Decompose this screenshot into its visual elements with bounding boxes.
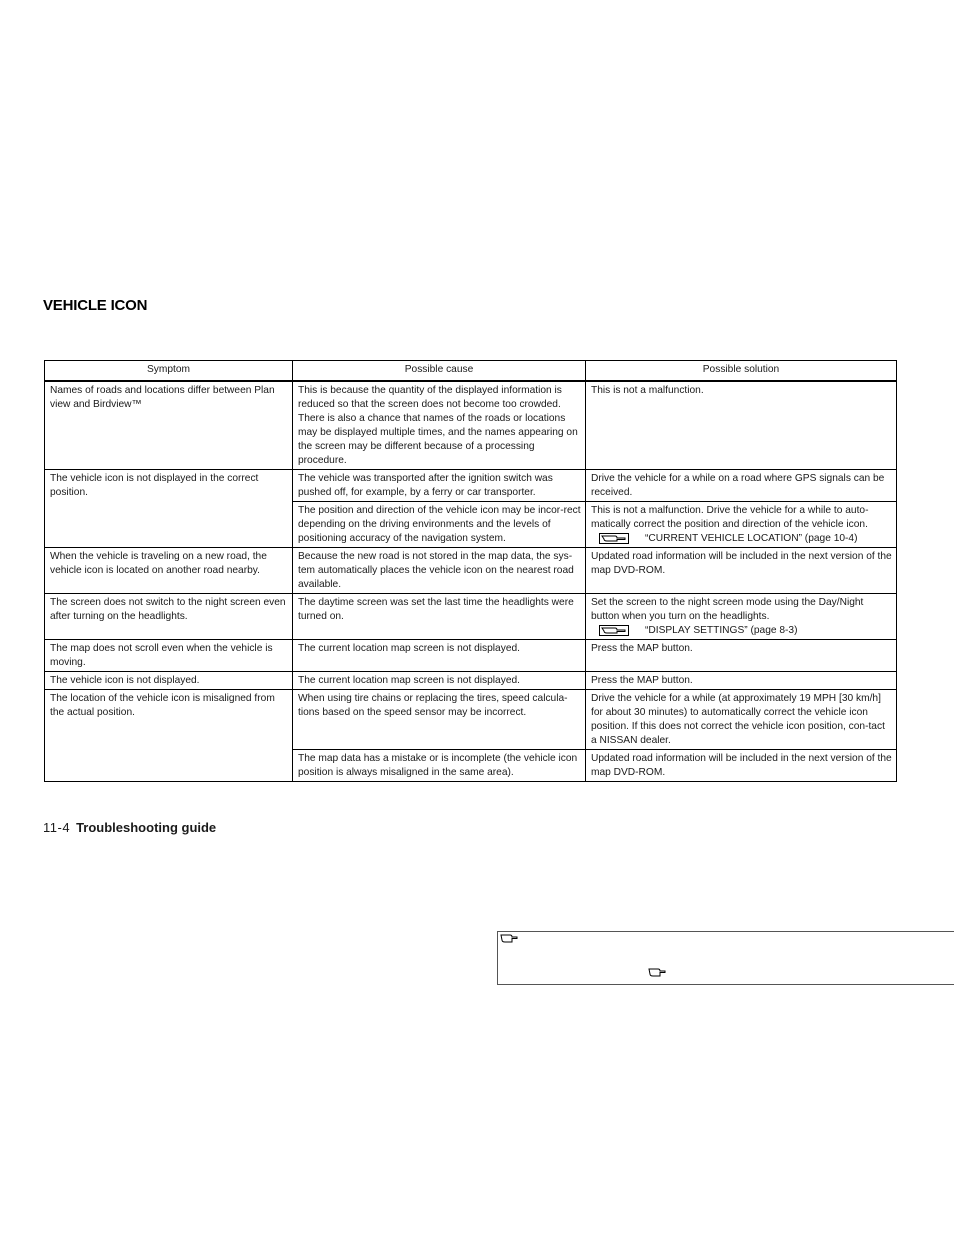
solution-text: Set the screen to the night screen mode using the Day/Night button when you turn on the headlights. [591,597,864,622]
pointing-hand-icon [599,625,629,636]
table-row [45,470,897,502]
page-footer [43,820,216,835]
cause-cell: The position and direction of the vehicle icon may be incor-rect depending on the driving environments and the levels of positioning accuracy of the navigation system. [293,502,586,548]
reference-box [497,931,954,985]
symptom-cell: Names of roads and locations differ between Plan view and Birdview™ [45,381,293,470]
symptom-cell: The location of the vehicle icon is misaligned from the actual position. [45,690,293,782]
header-cause: Possible cause [293,361,586,382]
cause-cell: The map data has a mistake or is incomplete (the vehicle icon position is always misaligned in the same area). [293,750,586,782]
solution-text: This is not a malfunction. Drive the vehicle for a while to auto-matically correct the position and direction of the vehicle icon. [591,505,869,530]
cause-cell: The current location map screen is not displayed. [293,640,586,672]
table-row [45,672,897,690]
table-row [45,690,897,750]
symptom-cell: The vehicle icon is not displayed in the correct position. [45,470,293,548]
page-number: 11-4 [43,820,71,835]
cause-cell: When using tire chains or replacing the tires, speed calcula-tions based on the speed sensor may be incorrect. [293,690,586,750]
header-symptom: Symptom [45,361,293,382]
pointing-hand-icon [599,533,629,544]
solution-cell [586,594,897,640]
header-solution: Possible solution [586,361,897,382]
page-reference [591,624,892,638]
table-row [45,640,897,672]
solution-cell: This is not a malfunction. [586,381,897,470]
solution-cell: Updated road information will be included in the next version of the map DVD-ROM. [586,548,897,594]
page-reference-text: “DISPLAY SETTINGS” (page 8-3) [645,625,798,636]
solution-cell: Press the MAP button. [586,672,897,690]
cause-cell: Because the new road is not stored in the map data, the sys-tem automatically places the vehicle icon on the nearest road available. [293,548,586,594]
section-title: VEHICLE ICON [43,297,148,314]
table-row [45,594,897,640]
chapter-title: Troubleshooting guide [76,820,217,835]
page-reference-text: “CURRENT VEHICLE LOCATION” (page 10-4) [645,533,858,544]
pointing-hand-icon [500,933,518,945]
table-header-row [45,361,897,382]
cause-cell: The vehicle was transported after the ignition switch was pushed off, for example, by a ferry or car transporter. [293,470,586,502]
symptom-cell: The vehicle icon is not displayed. [45,672,293,690]
table-row [45,548,897,594]
cause-cell: This is because the quantity of the displayed information is reduced so that the screen does not become too crowded. There is also a chance that names of the roads or locations may be displayed multiple times, and the names appearing on the screen may be different because of a processing procedure. [293,381,586,470]
symptom-cell: The screen does not switch to the night screen even after turning on the headlights. [45,594,293,640]
solution-cell: Drive the vehicle for a while (at approximately 19 MPH [30 km/h] for about 30 minutes) to automatically correct the vehicle icon position. If this does not correct the vehicle icon position, con-tact a NISSAN dealer. [586,690,897,750]
solution-cell: Updated road information will be included in the next version of the map DVD-ROM. [586,750,897,782]
solution-cell: Drive the vehicle for a while on a road where GPS signals can be received. [586,470,897,502]
symptom-cell: When the vehicle is traveling on a new road, the vehicle icon is located on another road nearby. [45,548,293,594]
solution-cell: Press the MAP button. [586,640,897,672]
cause-cell: The daytime screen was set the last time the headlights were turned on. [293,594,586,640]
page-reference [591,532,892,546]
pointing-hand-icon [648,967,666,979]
symptom-cell: The map does not scroll even when the vehicle is moving. [45,640,293,672]
table-row [45,381,897,470]
solution-cell [586,502,897,548]
cause-cell: The current location map screen is not displayed. [293,672,586,690]
troubleshooting-table [44,360,897,782]
